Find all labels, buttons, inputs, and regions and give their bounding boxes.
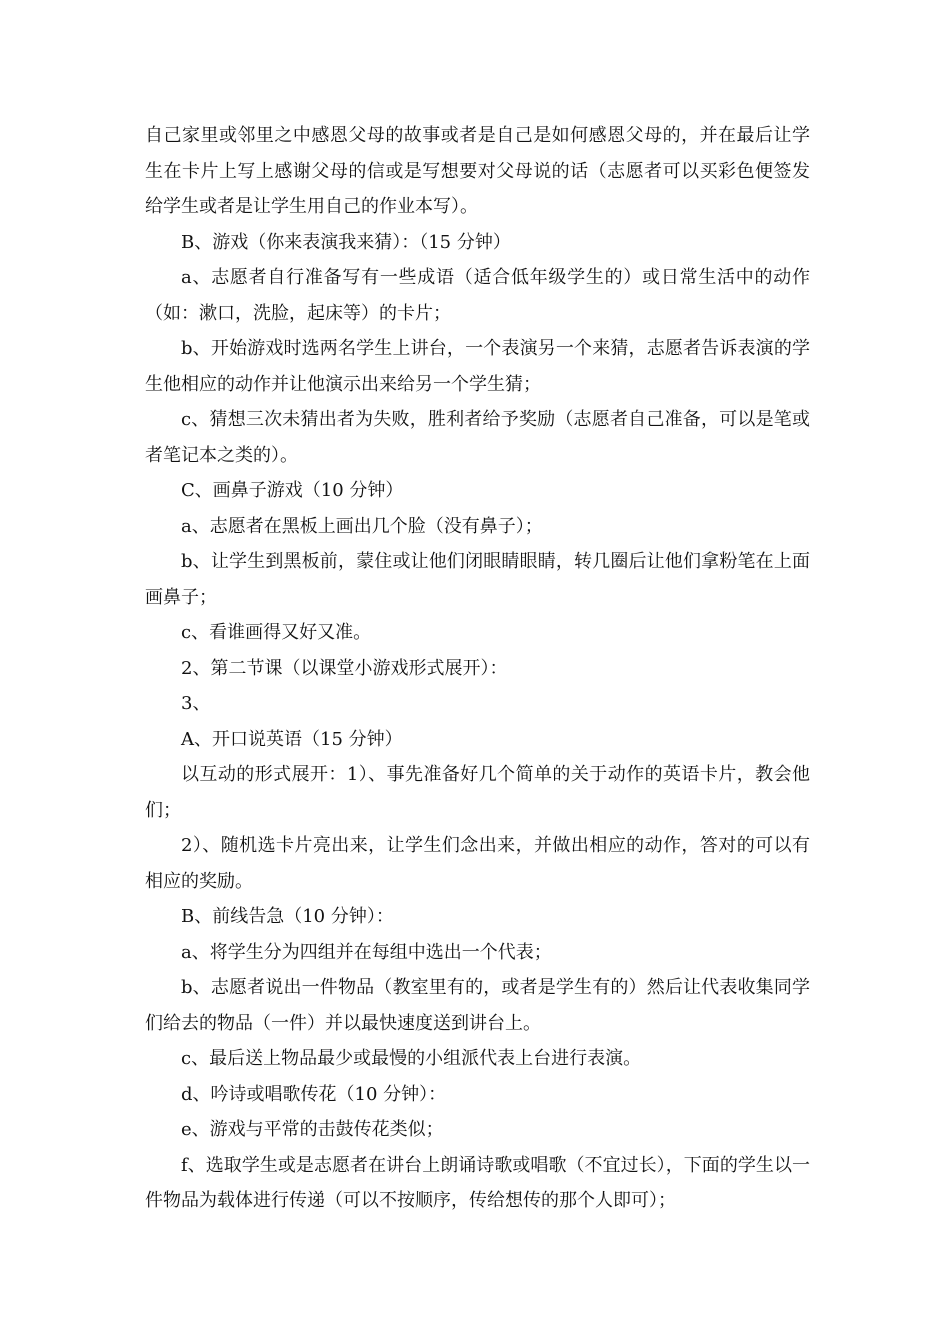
paragraph: 2、第二节课（以课堂小游戏形式展开）：	[181, 657, 508, 679]
paragraph: a、将学生分为四组并在每组中选出一个代表；	[181, 941, 552, 963]
paragraph: d、吟诗或唱歌传花（10 分钟）：	[181, 1083, 447, 1105]
paragraph: b、开始游戏时选两名学生上讲台，一个表演另一个来猜，志愿者告诉表演的学生他相应的动作并让他演示出来给另一个学生猜；	[145, 338, 810, 395]
paragraph: 2）、随机选卡片亮出来，让学生们念出来，并做出相应的动作，答对的可以有相应的奖励。	[145, 835, 810, 892]
paragraph: a、志愿者在黑板上画出几个脸（没有鼻子）；	[181, 515, 543, 537]
document-body	[145, 118, 810, 1219]
paragraph: c、看谁画得又好又准。	[181, 622, 372, 643]
paragraph: 以互动的形式展开：1）、事先准备好几个简单的关于动作的英语卡片，教会他们；	[145, 764, 810, 821]
paragraph: c、最后送上物品最少或最慢的小组派代表上台进行表演。	[181, 1048, 642, 1069]
paragraph: B、游戏（你来表演我来猜）：（15 分钟）	[181, 231, 511, 253]
paragraph: A、开口说英语（15 分钟）	[181, 728, 403, 750]
paragraph: 3、	[181, 693, 211, 714]
paragraph: 自己家里或邻里之中感恩父母的故事或者是自己是如何感恩父母的，并在最后让学生在卡片上写上感谢父母的信或是写想要对父母说的话（志愿者可以买彩色便签发给学生或者是让学生用自己的作业本写）。	[145, 125, 810, 217]
paragraph: B、前线告急（10 分钟）：	[181, 906, 394, 927]
paragraph: c、猜想三次未猜出者为失败，胜利者给予奖励（志愿者自己准备，可以是笔或者笔记本之类的）。	[145, 409, 810, 466]
paragraph: f、选取学生或是志愿者在讲台上朗诵诗歌或唱歌（不宜过长），下面的学生以一件物品为载体进行传递（可以不按顺序，传给想传的那个人即可）；	[145, 1154, 810, 1211]
paragraph: e、游戏与平常的击鼓传花类似；	[181, 1119, 444, 1140]
paragraph: b、让学生到黑板前，蒙住或让他们闭眼睛眼睛，转几圈后让他们拿粉笔在上面画鼻子；	[145, 551, 810, 608]
paragraph: C、画鼻子游戏（10 分钟）	[181, 480, 404, 501]
paragraph: b、志愿者说出一件物品（教室里有的，或者是学生有的）然后让代表收集同学们给去的物品（一件）并以最快速度送到讲台上。	[145, 977, 810, 1034]
paragraph: a、志愿者自行准备写有一些成语（适合低年级学生的）或日常生活中的动作（如：漱口，洗脸，起床等）的卡片；	[145, 267, 810, 324]
